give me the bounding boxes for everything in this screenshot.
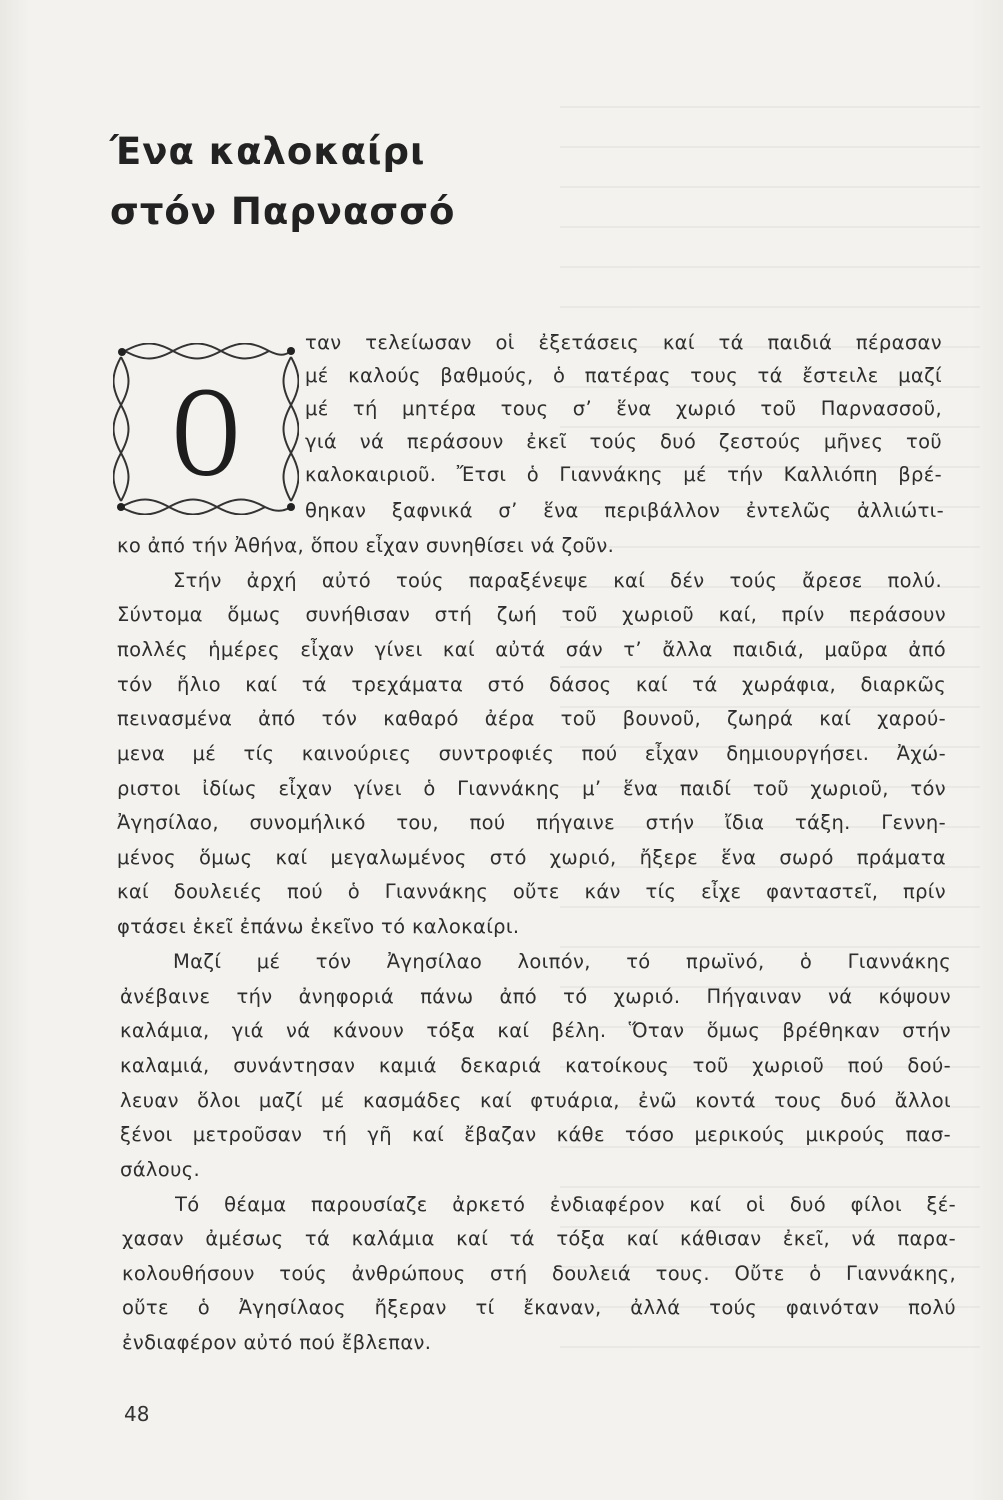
text-line: καί δουλειές πού ὁ Γιαννάκης οὔτε κάν τίς εἶχε φανταστεῖ, πρίν — [117, 880, 946, 903]
text-line: καλαμιά, συνάντησαν καμιά δεκαριά κατοίκους τοῦ χωριοῦ πού δού- — [120, 1054, 951, 1077]
text-line: σάλους. — [120, 1158, 201, 1181]
text-line: ξένοι μετροῦσαν τή γῆ καί ἔβαζαν κάθε τόσο μερικούς μικρούς πασ- — [120, 1123, 951, 1146]
text-line: μέ τή μητέρα τους σ’ ἕνα χωριό τοῦ Παρνασσοῦ, — [305, 397, 942, 420]
text-line: γιά νά περάσουν ἐκεῖ τούς δυό ζεστούς μῆνες τοῦ — [305, 430, 942, 453]
text-line: κο ἀπό τήν Ἀθήνα, ὅπου εἶχαν συνηθίσει νά ζοῦν. — [117, 534, 615, 557]
text-line: λευαν ὅλοι μαζί μέ κασμάδες καί φτυάρια, ἐνῶ κοντά τους δυό ἄλλοι — [120, 1089, 951, 1112]
text-line: πεινασμένα ἀπό τόν καθαρό ἀέρα τοῦ βουνοῦ, ζωηρά καί χαρού- — [117, 707, 946, 730]
text-line: μέ καλούς βαθμούς, ὁ πατέρας τους τά ἔστειλε μαζί — [305, 364, 942, 387]
chapter-title-line-2: στόν Παρνασσό — [110, 190, 456, 233]
text-line: καλοκαιριοῦ. Ἔτσι ὁ Γιαννάκης μέ τήν Καλλιόπη βρέ- — [305, 463, 942, 486]
text-line: Ἀγησίλαο, συνομήλικό του, πού πήγαινε στήν ἴδια τάξη. Γεννη- — [117, 811, 946, 834]
text-line: θηκαν ξαφνικά σ’ ἕνα περιβάλλον ἐντελῶς ἀλλιώτι- — [305, 499, 944, 522]
text-line: Τό θέαμα παρουσίαζε ἀρκετό ἐνδιαφέρον καί οἱ δυό φίλοι ξέ- — [175, 1193, 956, 1216]
text-line: χασαν ἀμέσως τά καλάμια καί τά τόξα καί κάθισαν ἐκεῖ, νά παρα- — [122, 1227, 956, 1250]
drop-cap — [113, 343, 299, 515]
text-line: Σύντομα ὅμως συνήθισαν στή ζωή τοῦ χωριοῦ καί, πρίν περάσουν — [117, 603, 946, 626]
text-line: Μαζί μέ τόν Ἀγησίλαο λοιπόν, τό πρωϊνό, ὁ Γιαννάκης — [173, 950, 951, 973]
text-line: ἀνέβαινε τήν ἀνηφοριά πάνω ἀπό τό χωριό. Πήγαιναν νά κόψουν — [120, 985, 951, 1008]
chapter-title-line-1: Ένα καλοκαίρι — [110, 130, 426, 173]
page-number: 48 — [124, 1402, 150, 1426]
text-line: καλάμια, γιά νά κάνουν τόξα καί βέλη. Ὅταν ὅμως βρέθηκαν στήν — [120, 1019, 951, 1042]
text-line: τόν ἥλιο καί τά τρεχάματα στό δάσος καί τά χωράφια, διαρκῶς — [117, 673, 946, 696]
text-line: πολλές ἡμέρες εἶχαν γίνει καί αὐτά σάν τ’ ἄλλα παιδιά, μαῦρα ἀπό — [117, 638, 946, 661]
text-line: ριστοι ἰδίως εἶχαν γίνει ὁ Γιαννάκης μ’ ἕνα παιδί τοῦ χωριοῦ, τόν — [117, 777, 946, 800]
chapter-title — [110, 122, 530, 242]
text-line: μένος ὅμως καί μεγαλωμένος στό χωριό, ἤξερε ἕνα σωρό πράματα — [117, 846, 946, 869]
text-line: οὔτε ὁ Ἀγησίλαος ἤξεραν τί ἔκαναν, ἀλλά τούς φαινόταν πολύ — [122, 1296, 956, 1319]
text-line: μενα μέ τίς καινούριες συντροφιές πού εἶχαν δημιουργήσει. Ἀχώ- — [117, 742, 946, 765]
drop-cap-letter: Ο — [172, 361, 240, 503]
text-line: Στήν ἀρχή αὐτό τούς παραξένεψε καί δέν τούς ἄρεσε πολύ. — [173, 569, 942, 592]
text-line: ἐνδιαφέρον αὐτό πού ἔβλεπαν. — [122, 1331, 432, 1354]
text-line: φτάσει ἐκεῖ ἐπάνω ἐκεῖνο τό καλοκαίρι. — [117, 915, 520, 938]
text-line: ταν τελείωσαν οἱ ἐξετάσεις καί τά παιδιά πέρασαν — [305, 331, 942, 354]
bleed-through-text — [560, 84, 980, 1384]
text-line: κολουθήσουν τούς ἀνθρώπους στή δουλειά τους. Οὔτε ὁ Γιαννάκης, — [122, 1262, 956, 1285]
